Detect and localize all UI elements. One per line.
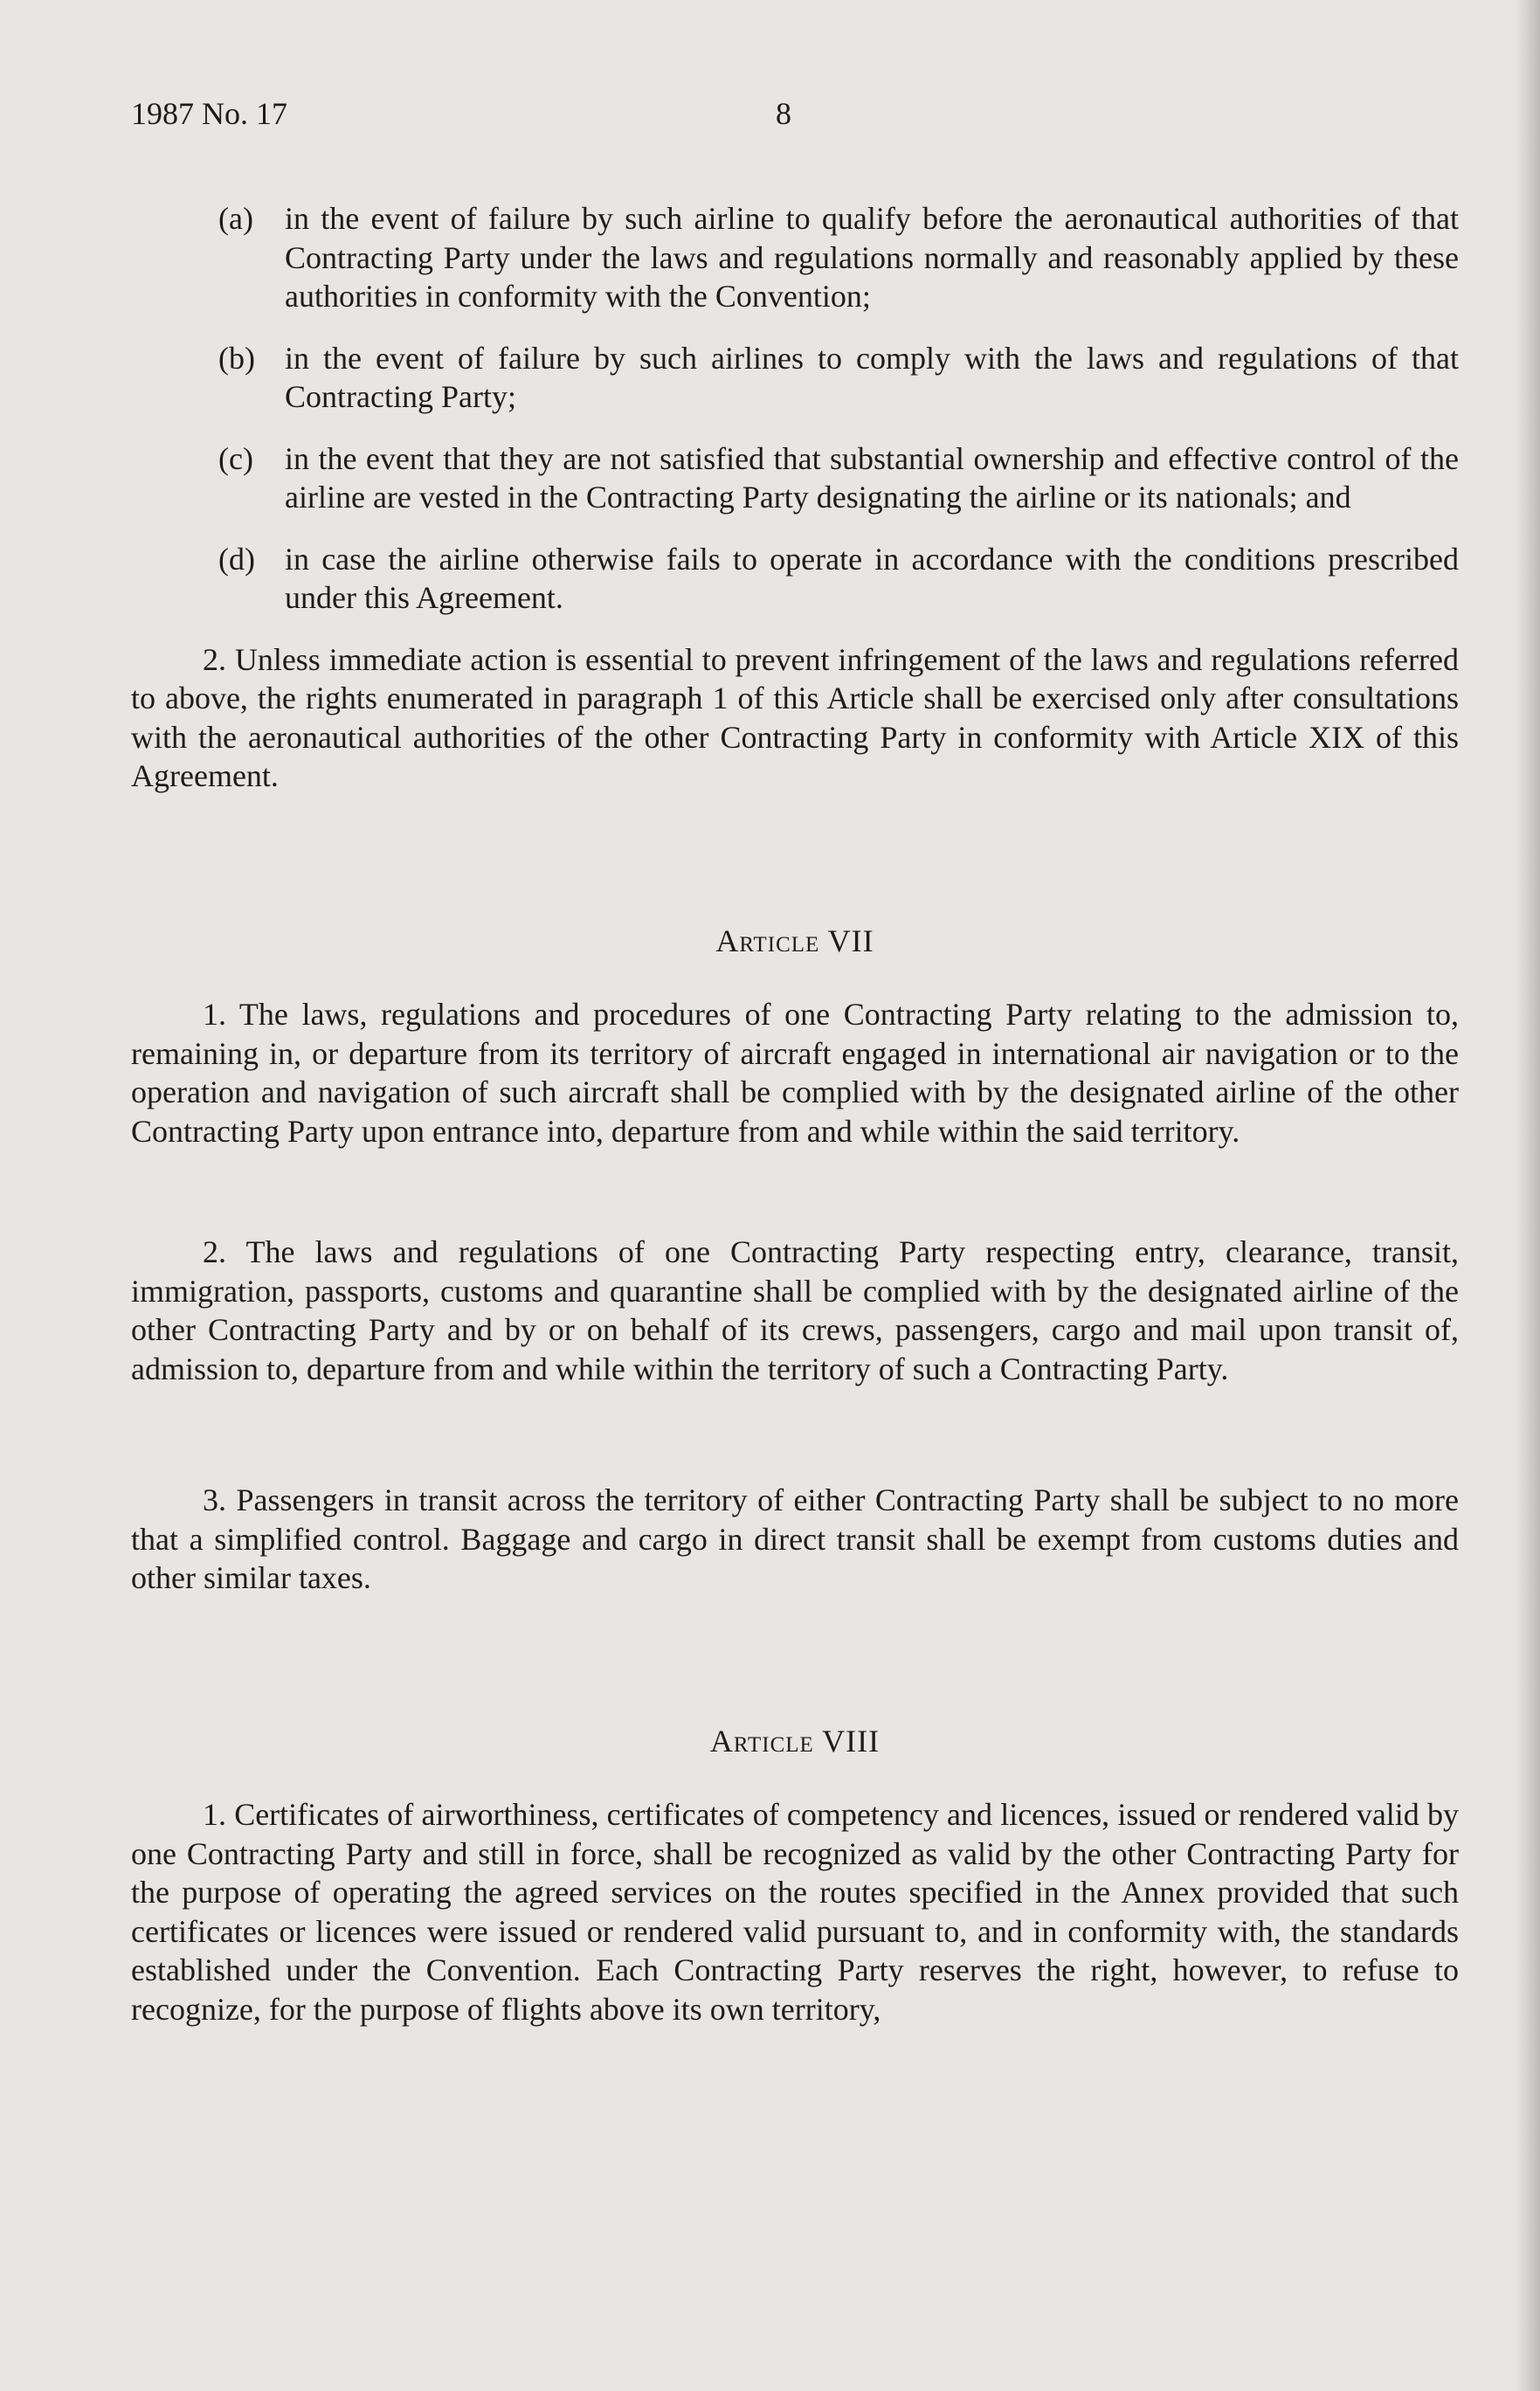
list-marker: (a)	[218, 201, 253, 236]
list-marker: (c)	[218, 440, 253, 476]
article-vii-paragraph-2: 2. The laws and regulations of one Contracting Party respecting entry, clearance, transit, immigration, passports, customs and quarantine shall be complied with by the designated airline of the other Contracting Party and by or on behalf of its crews, passengers, cargo and mail upon transit of, admission to, departure from and while within the territory of such a Contracting Party.	[131, 1234, 1459, 1386]
paragraph-2: 2. Unless immediate action is essential to prevent infringement of the laws and regulations referred to above, the rights enumerated in paragraph 1 of this Article shall be exercised only after consultations with the aeronautical authorities of the other Contracting Party in conformity with Article XIX of this Agreement.	[131, 641, 1459, 793]
list-item-c	[131, 439, 1459, 517]
list-item-b	[131, 339, 1459, 417]
list-item-a	[131, 199, 1459, 316]
list-item-text: in case the airline otherwise fails to operate in accordance with the conditions prescribed under this Agreement.	[285, 541, 1459, 615]
list-marker: (d)	[218, 541, 255, 577]
article-viii-heading: Article VIII	[709, 1723, 880, 1759]
article-viii-paragraph-1: 1. Certificates of airworthiness, certificates of competency and licences, issued or rendered valid by one Contracting Party and still in force, shall be recognized as valid by the other Contracting Party for the purpose of operating the agreed services on the routes specified in the Annex provided that such certificates or licences were issued or rendered valid pursuant to, and in conformity with, the standards established under the Convention. Each Contracting Party reserves the right, however, to refuse to recognize, for the purpose of flights above its own territory,	[131, 1797, 1459, 2027]
list-item-text: in the event that they are not satisfied that substantial ownership and effective control of the airline are vested in the Contracting Party designating the airline or its nationals; and	[285, 440, 1459, 515]
list-item-text: in the event of failure by such airline to qualify before the aeronautical authorities of that Contracting Party under the laws and regulations normally and reasonably applied by these authorities in conformity with the Convention;	[285, 201, 1459, 314]
article-vii-paragraph-3: 3. Passengers in transit across the territory of either Contracting Party shall be subject to no more that a simplified control. Baggage and cargo in direct transit shall be exempt from customs duties and other similar taxes.	[131, 1482, 1459, 1595]
article-vii-paragraph-1: 1. The laws, regulations and procedures of one Contracting Party relating to the admission to, remaining in, or departure from its territory of aircraft engaged in international air navigation or to the operation and navigation of such aircraft shall be complied with by the designated airline of the other Contracting Party upon entrance into, departure from and while within the said territory.	[131, 997, 1459, 1149]
document-body	[131, 199, 1459, 2051]
page-number: 8	[776, 96, 791, 131]
list-marker: (b)	[218, 340, 255, 376]
list-item-d	[131, 540, 1459, 618]
page-edge-shadow	[1516, 0, 1540, 2391]
article-vii-heading: Article VII	[715, 923, 874, 958]
list-item-text: in the event of failure by such airlines to comply with the laws and regulations of that Contracting Party;	[285, 340, 1459, 414]
document-reference: 1987 No. 17	[131, 96, 287, 131]
